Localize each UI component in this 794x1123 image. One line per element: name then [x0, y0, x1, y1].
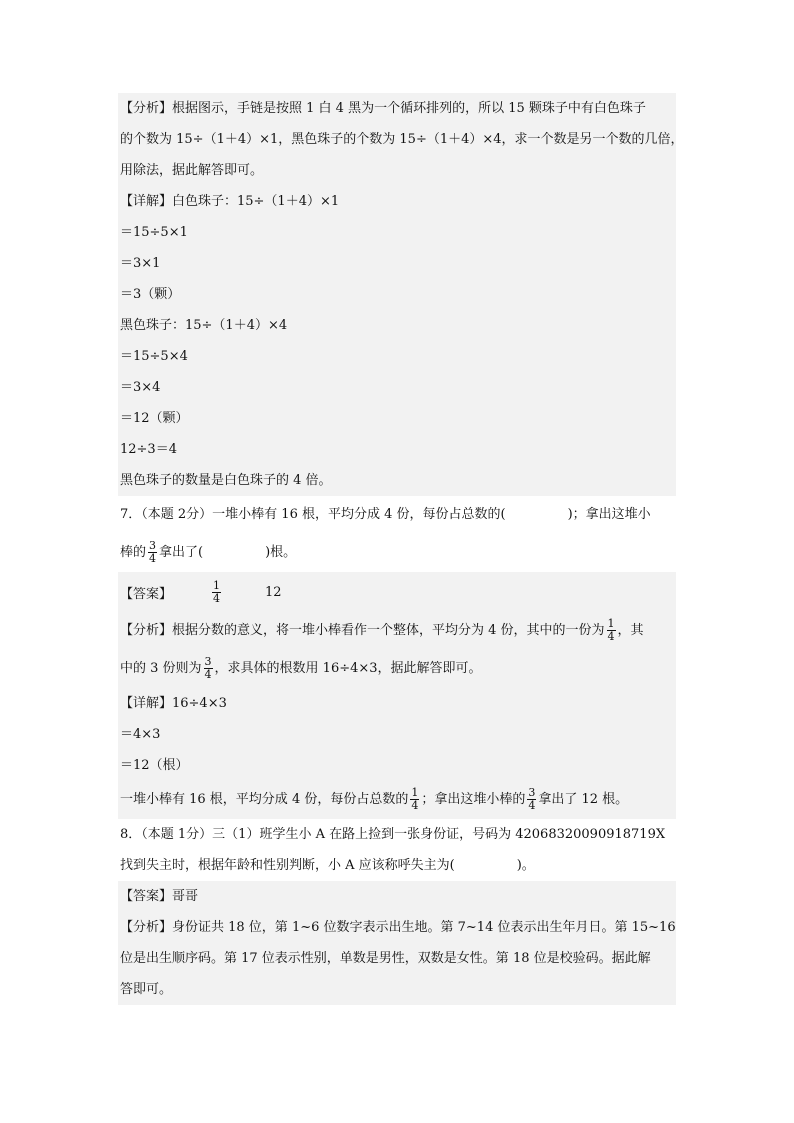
analysis-line	[120, 612, 674, 650]
answer-row	[120, 572, 674, 612]
question-7-text: 棒的	[120, 545, 147, 560]
question-7-text: )根。	[265, 545, 297, 560]
question-8-line-1: 8．（本题 1分）三（1）班学生小 A 在路上捡到一张身份证，号码为 42068320090918719X	[120, 827, 666, 842]
page-content	[118, 93, 684, 1005]
question-7-text: 7．（本题 2分）一堆小棒有 16 根，平均分成 4 份，每份占总数的(	[120, 507, 506, 522]
analysis-text: 中的 3 份则为	[120, 661, 202, 676]
fraction-numerator: 1	[607, 617, 615, 630]
analysis-line: 答即可。	[120, 982, 173, 997]
final-text: 拿出了 12 根。	[538, 792, 629, 807]
final-text: ；拿出这堆小棒的	[421, 792, 526, 807]
fraction-one-quarter	[607, 618, 616, 643]
analysis-line: 【分析】身份证共 18 位，第 1~6 位数字表示出生地。第 7~14 位表示出生年月日。第 15~16	[120, 920, 676, 935]
answer-fraction	[212, 580, 221, 605]
detail-line: ＝4×3	[120, 727, 161, 742]
fraction-three-quarters	[204, 656, 213, 681]
question-7	[118, 496, 676, 572]
analysis-text: ，求具体的根数用 16÷4×3，据此解答即可。	[214, 661, 482, 676]
detail-line: 黑色珠子的数量是白色珠子的 4 倍。	[120, 473, 332, 488]
analysis-text: ，其	[617, 623, 644, 638]
answer-value: 12	[265, 584, 282, 600]
detail-line: ＝3（颗）	[120, 287, 181, 302]
question-8-line-2	[120, 850, 674, 881]
final-answer-line	[120, 781, 674, 819]
detail-line: 黑色珠子：15÷（1＋4）×4	[120, 318, 288, 333]
question-8	[118, 819, 676, 881]
detail-line: ＝15÷5×1	[120, 225, 188, 240]
detail-line: ＝15÷5×4	[120, 349, 188, 364]
fraction-denominator: 4	[411, 799, 419, 812]
detail-line: 12÷3＝4	[120, 442, 177, 457]
detail-line: ＝12（根）	[120, 758, 189, 773]
question-7-text: )；拿出这堆小	[567, 507, 651, 522]
q6-solution-block	[118, 93, 684, 496]
fraction-numerator: 1	[213, 578, 221, 592]
fraction-numerator: 3	[149, 539, 157, 552]
question-7-line-2	[120, 534, 674, 572]
final-text: 一堆小棒有 16 根，平均分成 4 份，每份占总数的	[120, 792, 409, 807]
detail-line: ＝12（颗）	[120, 411, 189, 426]
detail-line: 【详解】16÷4×3	[120, 696, 227, 711]
question-7-line-1	[120, 496, 674, 534]
fraction-denominator: 4	[149, 552, 157, 565]
fraction-one-quarter	[410, 787, 419, 812]
detail-line: ＝3×4	[120, 380, 161, 395]
fraction-numerator: 3	[204, 655, 212, 668]
fraction-three-quarters	[527, 787, 536, 812]
fraction-numerator: 3	[528, 786, 536, 799]
analysis-line: 位是出生顺序码。第 17 位表示性别，单数是男性，双数是女性。第 18 位是校验码。据此解	[120, 951, 651, 966]
question-8-text: 找到失主时，根据年龄和性别判断，小 A 应该称呼失主为(	[120, 858, 455, 873]
fraction-denominator: 4	[607, 630, 615, 643]
question-7-text: 拿出了(	[159, 545, 204, 560]
question-8-text: )。	[516, 858, 535, 873]
analysis-line	[120, 650, 674, 688]
analysis-text: 【分析】根据分数的意义，将一堆小棒看作一个整体，平均分为 4 份，其中的一份为	[120, 623, 605, 638]
fraction-numerator: 1	[411, 786, 419, 799]
answer-line: 【答案】哥哥	[120, 889, 199, 904]
q7-solution-block	[118, 572, 676, 819]
detail-line: 【详解】白色珠子：15÷（1＋4）×1	[120, 194, 340, 209]
fraction-denominator: 4	[204, 668, 212, 681]
detail-line: ＝3×1	[120, 256, 161, 271]
answer-label: 【答案】	[120, 586, 173, 602]
q8-solution-block	[118, 881, 676, 1005]
analysis-line: 用除法，据此解答即可。	[120, 163, 264, 178]
analysis-line: 【分析】根据图示，手链是按照 1 白 4 黑为一个循环排列的，所以 15 颗珠子中有白色珠子	[120, 101, 646, 116]
fraction-denominator: 4	[213, 591, 221, 605]
fraction-three-quarters	[148, 540, 157, 565]
fraction-denominator: 4	[528, 799, 536, 812]
analysis-line: 的个数为 15÷（1＋4）×1，黑色珠子的个数为 15÷（1＋4）×4，求一个数是另一个数的几倍，	[120, 132, 684, 147]
